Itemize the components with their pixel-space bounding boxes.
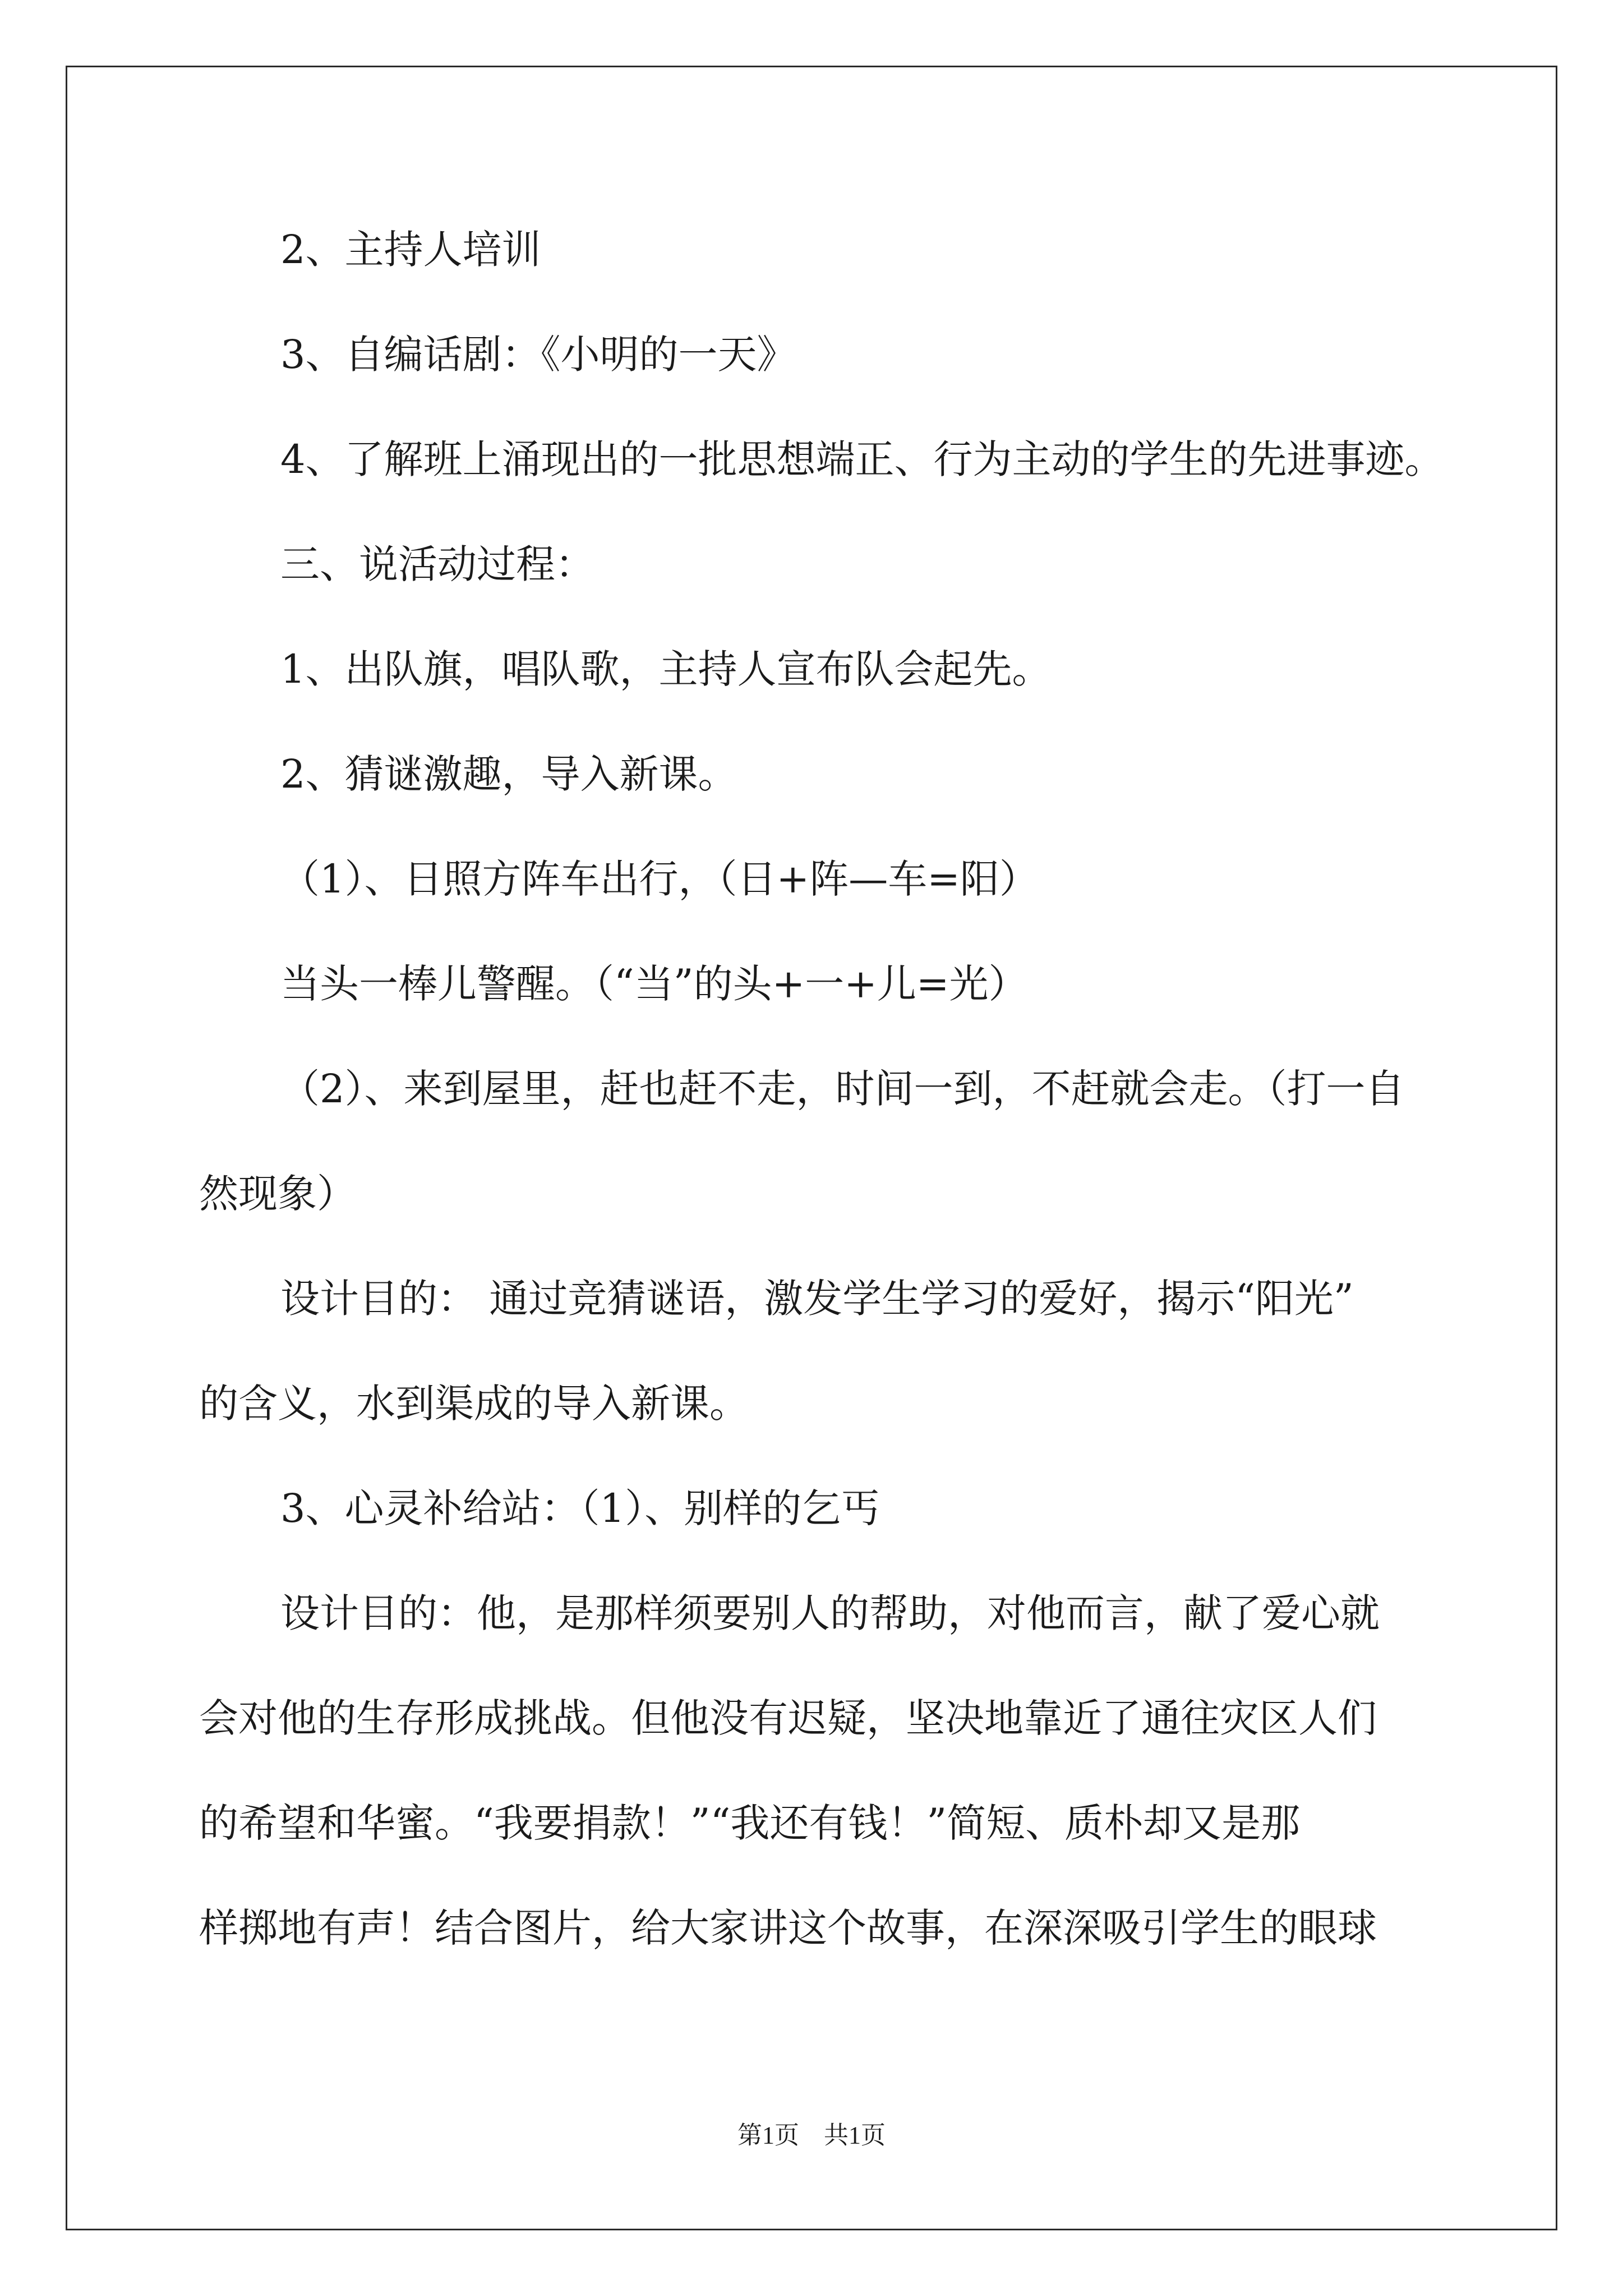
paragraph-line: 然现象） [199, 1171, 356, 1217]
paragraph-line: 3、心灵补给站：（1）、别样的乞丐 [280, 1485, 880, 1531]
paragraph-line: （1）、日照方阵车出行，（日+阵—车=阳） [280, 856, 1039, 902]
paragraph-line: 的含义，水到渠成的导入新课。 [199, 1381, 749, 1427]
paragraph-line: 三、说活动过程： [280, 541, 594, 587]
paragraph-line: 设计目的：他，是那样须要别人的帮助，对他而言，献了爱心就 [280, 1590, 1380, 1636]
paragraph-line: 4、了解班上涌现出的一批思想端正、行为主动的学生的先进事迹。 [280, 436, 1444, 482]
paragraph-line: 设计目的： 通过竞猜谜语，激发学生学习的爱好，揭示“阳光” [280, 1276, 1354, 1322]
paragraph-line: （2）、来到屋里，赶也赶不走，时间一到，不赶就会走。（打一自 [280, 1066, 1405, 1112]
paragraph-line: 1、出队旗，唱队歌，主持人宣布队会起先。 [280, 646, 1052, 692]
paragraph-line: 样掷地有声！结合图片，给大家讲这个故事，在深深吸引学生的眼球 [199, 1905, 1377, 1951]
paragraph-line: 的希望和华蜜。“我要捐款！”“我还有钱！”简短、质朴却又是那 [199, 1800, 1301, 1846]
paragraph-line: 会对他的生存形成挑战。但他没有迟疑，坚决地靠近了通往灾区人们 [199, 1695, 1377, 1741]
paragraph-line: 3、自编话剧：《小明的一天》 [280, 332, 796, 378]
page-number-footer: 第1页 共1页 [737, 2122, 886, 2149]
paragraph-line: 当头一棒儿警醒。（“当”的头+一+儿=光） [280, 961, 1028, 1007]
paragraph-line: 2、主持人培训 [280, 227, 541, 273]
paragraph-line: 2、猜谜激趣，导入新课。 [280, 751, 737, 797]
